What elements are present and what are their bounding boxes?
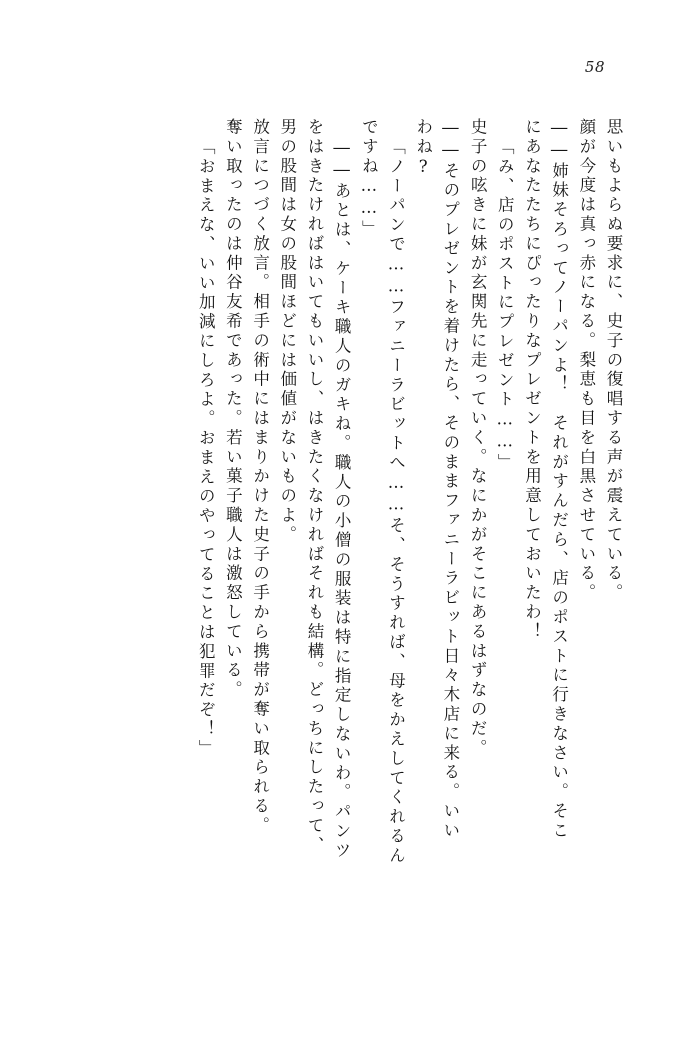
page-number: 58	[584, 58, 605, 76]
text-line: をはきたければはいてもいいし、はきたくなければそれも結構。どっちにしたって、	[304, 118, 324, 856]
text-line: ――姉妹そろってノーパンよ！ それがすんだら、店のポストに行きなさい。そこ	[549, 118, 569, 841]
text-line: ですね……」	[359, 118, 379, 240]
text-line: わね?	[413, 118, 433, 179]
text-line: 史子の呟きに妹が玄関先に走っていく。なにかがそこにあるはずなのだ。	[468, 118, 488, 759]
text-line: ――あとは、ケーキ職人のガキね。職人の小僧の服装は特に指定しないわ。パンツ	[332, 138, 352, 861]
text-line: 思いもよらぬ要求に、史子の復唱する声が震えている。	[604, 118, 623, 603]
body-text-block	[56, 118, 621, 918]
text-line: にあなたたちにぴったりなプレゼントを用意しておいたわ！	[522, 118, 542, 642]
text-line: 「み、店のポストにプレゼント……」	[495, 138, 515, 473]
text-line: 放言につづく放言。相手の術中にはまりかけた史子の手から携帯が奪い取られる。	[250, 118, 270, 836]
text-line: 顔が今度は真っ赤になる。梨恵も目を白黒させている。	[576, 118, 596, 603]
text-line: 「ノーパンで……ファニーラビットへ……そ、そうすれば、母をかえしてくれるん	[386, 138, 406, 866]
text-line: 男の股間は女の股間ほどには価値がないものよ。	[277, 118, 297, 545]
text-line: 「おまえな、いい加減にしろよ。おまえのやってることは犯罪だぞ！」	[196, 138, 216, 759]
text-line: 奪い取ったのは仲谷友希であった。若い菓子職人は激怒している。	[223, 118, 243, 700]
text-line: ――そのプレゼントを着けたら、そのままファニーラビット日々木店に来る。いい	[440, 118, 460, 841]
